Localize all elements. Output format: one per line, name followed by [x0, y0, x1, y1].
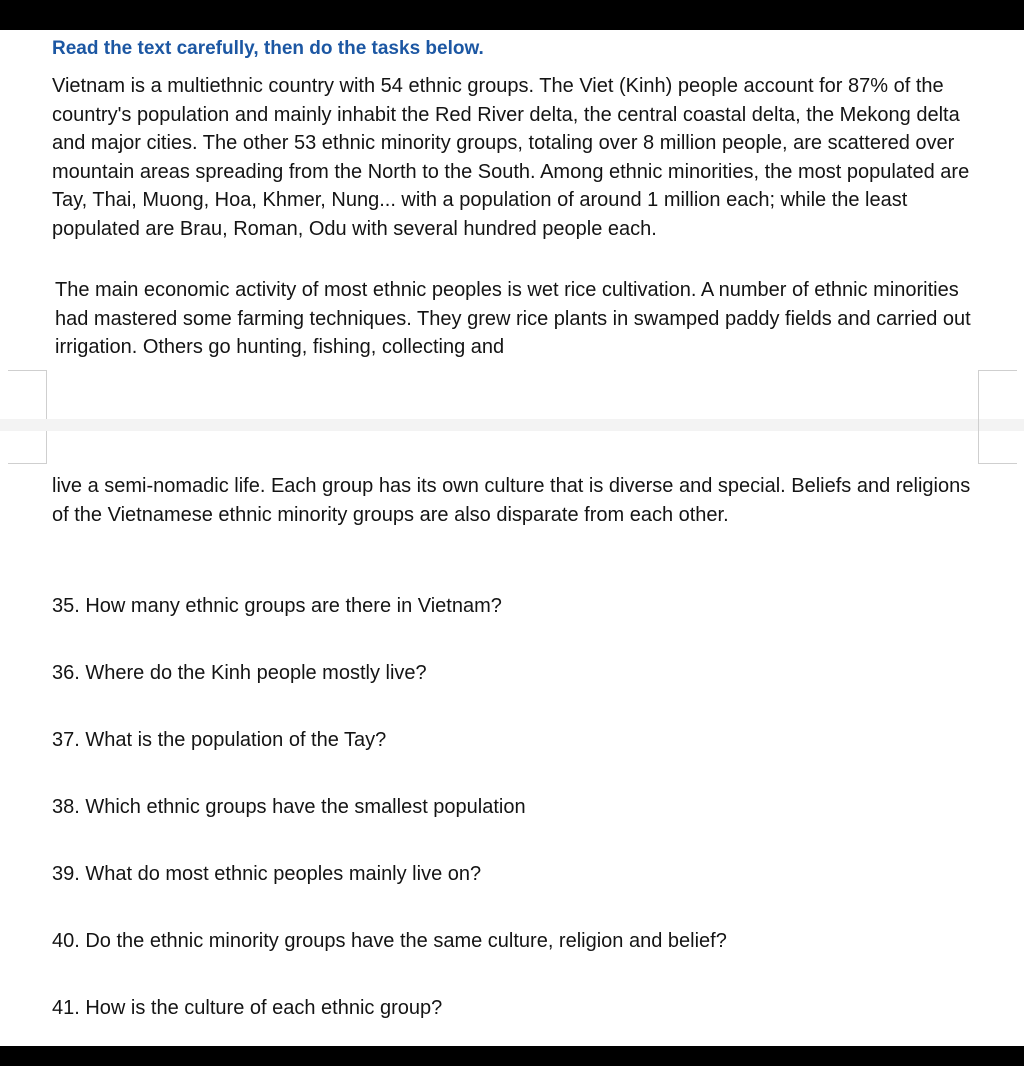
questions-list [52, 592, 727, 1061]
question-item: 37. What is the population of the Tay? [52, 729, 387, 751]
crop-marker-right [978, 370, 1017, 464]
question-item: 41. How is the culture of each ethnic group? [52, 997, 443, 1019]
passage-paragraph-1: Vietnam is a multiethnic country with 54 ethnic groups. The Viet (Kinh) people account for 87% of the country's population and mainly inhabit the Red River delta, the central coastal delta, the Mekong delta and major cities. The other 53 ethnic minority groups, totaling over 8 million people, are scattered over mountain areas spreading from the North to the South. Among ethnic minorities, the most populated are Tay, Thai, Muong, Hoa, Khmer, Nung... with a population of around 1 million each; while the least populated are Brau, Roman, Odu with several hundred people each. [52, 75, 970, 240]
question-item: 38. Which ethnic groups have the smallest population [52, 796, 526, 818]
question-item: 35. How many ethnic groups are there in Vietnam? [52, 595, 502, 617]
passage-paragraph-2: The main economic activity of most ethnic peoples is wet rice cultivation. A number of ethnic minorities had mastered some farming techniques. They grew rice plants in swamped paddy fields and carried out irrigation. Others go hunting, fishing, collecting and [55, 279, 971, 358]
question-item: 40. Do the ethnic minority groups have the same culture, religion and belief? [52, 930, 727, 952]
crop-marker-left [8, 370, 47, 464]
instructions-heading: Read the text carefully, then do the tasks below. [52, 38, 484, 59]
question-item: 36. Where do the Kinh people mostly live? [52, 662, 427, 684]
passage-paragraph-3: live a semi-nomadic life. Each group has its own culture that is diverse and special. Beliefs and religions of the Vietnamese ethnic minority groups are also disparate from each other. [52, 475, 971, 526]
page-gap-divider [0, 419, 1024, 431]
document-page [0, 30, 1024, 1046]
question-item: 39. What do most ethnic peoples mainly live on? [52, 863, 482, 885]
